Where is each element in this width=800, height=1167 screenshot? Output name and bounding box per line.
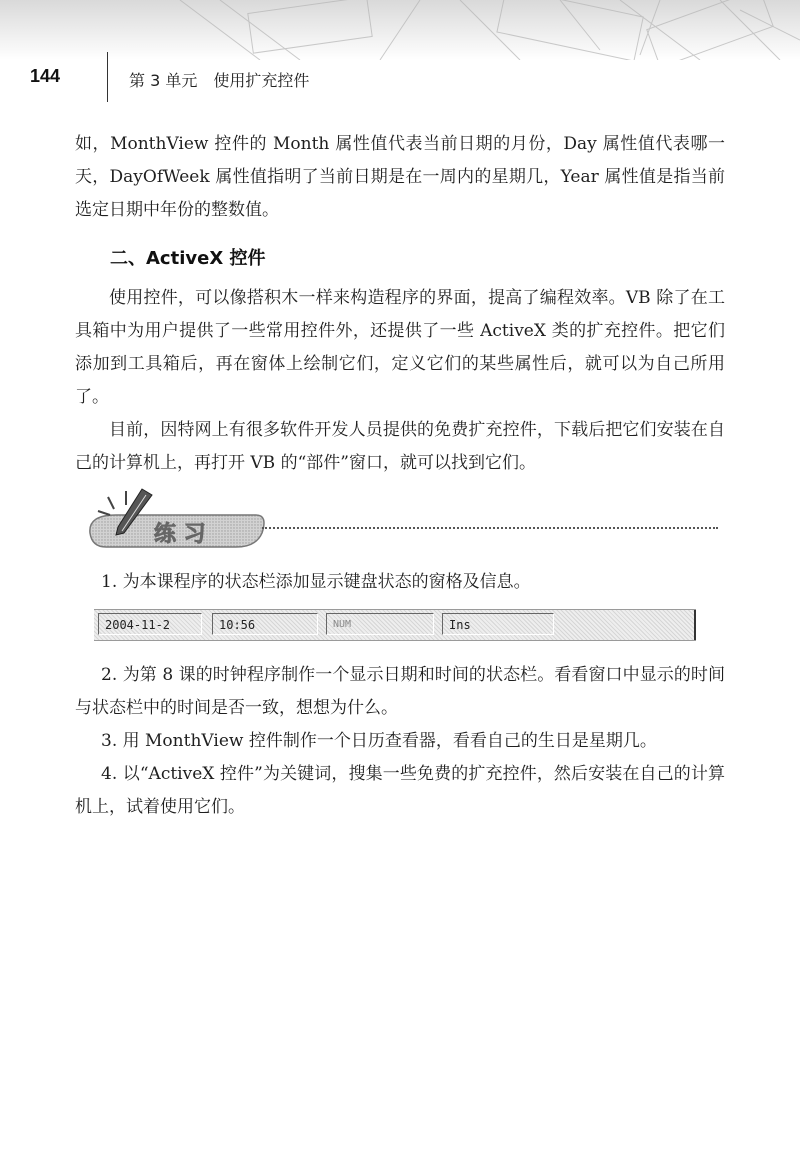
status-panel-time: 10:56: [212, 613, 318, 635]
status-bar-edge: [694, 610, 696, 640]
status-panel-insert: Ins: [442, 613, 554, 635]
status-panel-caps: NUM: [326, 613, 434, 635]
status-panel-date: 2004-11-2: [98, 613, 202, 635]
page-number: 144: [30, 66, 61, 86]
exercise-banner-label: 练 习: [154, 522, 206, 547]
status-bar-example: [94, 609, 696, 641]
exercise-banner: [86, 485, 286, 555]
header-divider: [107, 52, 108, 102]
header-decoration: [0, 0, 800, 60]
paragraph-internet-controls: 目前，因特网上有很多软件开发人员提供的免费扩充控件，下载后把它们安装在自己的计算机上，再打开 VB 的“部件”窗口，就可以找到它们。: [75, 420, 725, 473]
exercise-item-3: 3. 用 MonthView 控件制作一个日历查看器，看看自己的生日是星期几。: [101, 731, 657, 751]
exercise-item-4: 4. 以“ActiveX 控件”为关键词，搜集一些免费的扩充控件，然后安装在自己的计算机上，试着使用它们。: [75, 764, 725, 817]
section-heading: 二、ActiveX 控件: [110, 248, 266, 269]
exercise-item-2: 2. 为第 8 课的时钟程序制作一个显示日期和时间的状态栏。看看窗口中显示的时间与状态栏中的时间是否一致，想想为什么。: [75, 665, 725, 718]
exercise-banner-graphic: [86, 485, 286, 555]
intro-paragraph: 如，MonthView 控件的 Month 属性值代表当前日期的月份，Day 属性值代表哪一天，DayOfWeek 属性值指明了当前日期是在一周内的星期几，Year 属性值是指当前选定日期中年份的整数值。: [75, 134, 725, 220]
header-pattern-graphic: [0, 0, 800, 60]
dotted-separator: [262, 527, 718, 529]
chapter-title: 第 3 单元 使用扩充控件: [129, 71, 310, 90]
exercise-item-1: 1. 为本课程序的状态栏添加显示键盘状态的窗格及信息。: [101, 572, 531, 592]
paragraph-activex-usage: 使用控件，可以像搭积木一样来构造程序的界面，提高了编程效率。VB 除了在工具箱中为用户提供了一些常用控件外，还提供了一些 ActiveX 类的扩充控件。把它们添加到工具箱后，再在窗体上绘制它们，定义它们的某些属性后，就可以为自己所用了。: [75, 288, 725, 407]
